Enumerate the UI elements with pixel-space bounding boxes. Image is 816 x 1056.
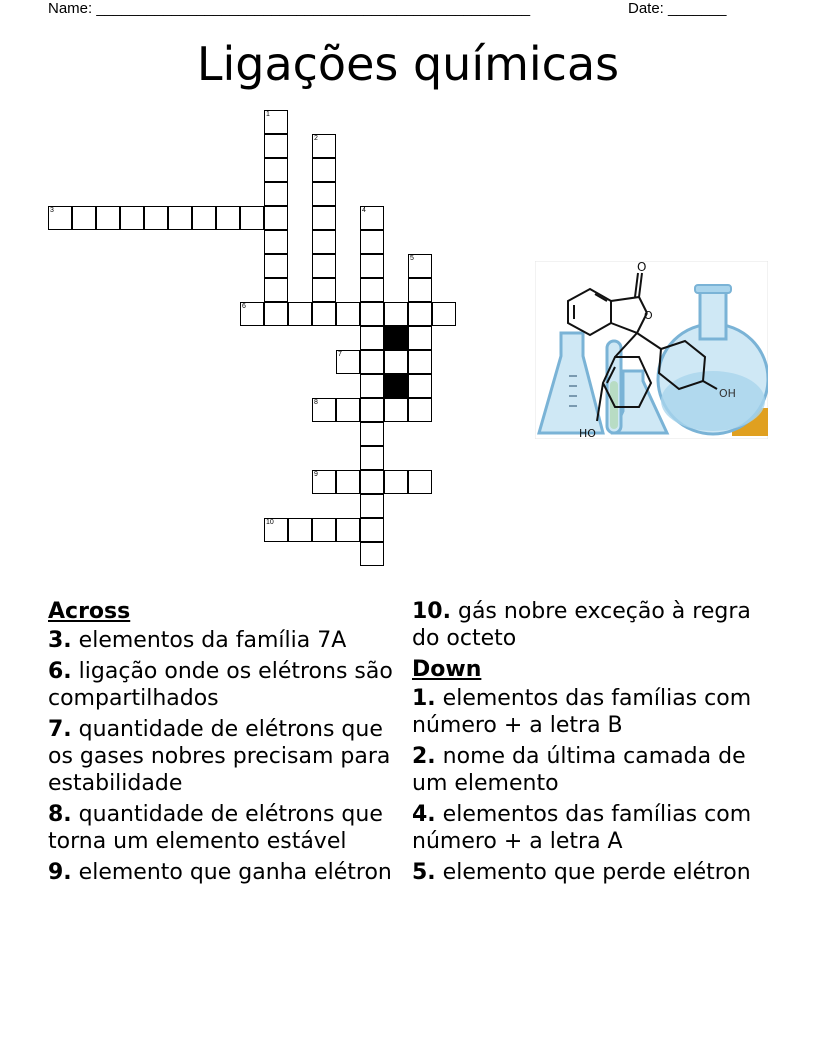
crossword-cell[interactable] (264, 302, 288, 326)
date-field[interactable]: Date: _______ (628, 0, 727, 17)
clue-text: elementos da família 7A (78, 628, 347, 653)
crossword-cell[interactable] (336, 398, 360, 422)
clue-text: elementos das famílias com número + a letra B (412, 686, 752, 738)
crossword-cell[interactable] (312, 206, 336, 230)
crossword-cell[interactable] (408, 278, 432, 302)
clues-left-column (48, 598, 410, 890)
clue-number-label: 2 (314, 135, 318, 142)
clue-number-label: 1 (266, 111, 270, 118)
crossword-cell[interactable] (312, 134, 336, 158)
clue-number: 7. (48, 717, 72, 742)
crossword-cell[interactable] (360, 446, 384, 470)
clue-number-label: 6 (242, 303, 246, 310)
clue-down-5 (412, 859, 752, 886)
crossword-cell[interactable] (312, 158, 336, 182)
clue-number-label: 10 (266, 519, 274, 526)
crossword-cell[interactable] (408, 302, 432, 326)
crossword-cell[interactable] (336, 518, 360, 542)
crossword-cell[interactable] (384, 398, 408, 422)
crossword-cell[interactable] (360, 278, 384, 302)
across-heading: Across (48, 599, 131, 624)
crossword-cell[interactable] (312, 230, 336, 254)
crossword-cell[interactable] (264, 518, 288, 542)
crossword-cell[interactable] (408, 470, 432, 494)
crossword-cell[interactable] (360, 302, 384, 326)
clue-down-2 (412, 743, 752, 797)
crossword-cell[interactable] (360, 398, 384, 422)
crossword-cell[interactable] (264, 134, 288, 158)
clue-text: nome da última camada de um elemento (412, 744, 746, 796)
crossword-cell[interactable] (384, 302, 408, 326)
name-field[interactable]: Name: ____________________________________________________ (48, 0, 531, 17)
crossword-block-cell (384, 374, 408, 398)
crossword-cell[interactable] (288, 518, 312, 542)
chemistry-lab-illustration (535, 261, 768, 439)
crossword-cell[interactable] (264, 110, 288, 134)
crossword-cell[interactable] (360, 470, 384, 494)
clue-number-label: 4 (362, 207, 366, 214)
clues-right-column (412, 598, 752, 890)
crossword-cell[interactable] (120, 206, 144, 230)
clue-number: 10. (412, 599, 451, 624)
crossword-cell[interactable] (240, 206, 264, 230)
clue-number: 4. (412, 802, 436, 827)
molecule-label-oh: OH (719, 387, 736, 400)
crossword-cell[interactable] (432, 302, 456, 326)
crossword-cell[interactable] (216, 206, 240, 230)
crossword-cell[interactable] (360, 374, 384, 398)
molecule-label-ring-o: O (644, 309, 653, 322)
clue-across-8 (48, 801, 410, 855)
clue-down-4 (412, 801, 752, 855)
page-title: Ligações químicas (196, 37, 620, 91)
clue-number: 5. (412, 860, 436, 885)
clue-text: elemento que perde elétron (442, 860, 751, 885)
clue-number-label: 8 (314, 399, 318, 406)
crossword-cell[interactable] (360, 350, 384, 374)
clue-number: 1. (412, 686, 436, 711)
crossword-cell[interactable] (408, 254, 432, 278)
crossword-cell[interactable] (312, 278, 336, 302)
clue-number-label: 9 (314, 471, 318, 478)
molecule-label-top-o: O (637, 261, 647, 274)
crossword-cell[interactable] (360, 518, 384, 542)
crossword-cell[interactable] (168, 206, 192, 230)
clue-across-3 (48, 627, 410, 654)
crossword-cell[interactable] (312, 470, 336, 494)
crossword-cell[interactable] (312, 302, 336, 326)
crossword-cell[interactable] (360, 206, 384, 230)
clue-down-1 (412, 685, 752, 739)
crossword-cell[interactable] (312, 518, 336, 542)
clue-number-label: 5 (410, 255, 414, 262)
crossword-cell[interactable] (360, 254, 384, 278)
crossword-cell[interactable] (384, 470, 408, 494)
down-heading: Down (412, 657, 482, 682)
crossword-cell[interactable] (336, 350, 360, 374)
crossword-cell[interactable] (312, 182, 336, 206)
crossword-cell[interactable] (360, 326, 384, 350)
crossword-cell[interactable] (360, 542, 384, 566)
clue-text: gás nobre exceção à regra do octeto (412, 599, 751, 651)
crossword-cell[interactable] (240, 302, 264, 326)
crossword-cell[interactable] (336, 302, 360, 326)
crossword-cell[interactable] (408, 350, 432, 374)
crossword-cell[interactable] (264, 254, 288, 278)
clue-number: 2. (412, 744, 436, 769)
crossword-cell[interactable] (192, 206, 216, 230)
crossword-cell[interactable] (312, 254, 336, 278)
crossword-cell[interactable] (408, 398, 432, 422)
crossword-cell[interactable] (312, 398, 336, 422)
crossword-cell[interactable] (336, 470, 360, 494)
crossword-cell[interactable] (48, 206, 72, 230)
clue-across-6 (48, 658, 410, 712)
crossword-cell[interactable] (72, 206, 96, 230)
crossword-cell[interactable] (408, 326, 432, 350)
clue-text: elementos das famílias com número + a letra A (412, 802, 752, 854)
clue-text: ligação onde os elétrons são compartilhados (48, 659, 393, 711)
crossword-block-cell (384, 326, 408, 350)
clue-number-label: 7 (338, 351, 342, 358)
clue-number: 3. (48, 628, 72, 653)
clue-number: 8. (48, 802, 72, 827)
crossword-cell[interactable] (264, 278, 288, 302)
crossword-cell[interactable] (360, 230, 384, 254)
clue-text: elemento que ganha elétron (78, 860, 392, 885)
crossword-cell[interactable] (360, 494, 384, 518)
clue-text: quantidade de elétrons que os gases nobres precisam para estabilidade (48, 717, 391, 796)
crossword-cell[interactable] (384, 350, 408, 374)
crossword-cell[interactable] (408, 374, 432, 398)
clue-across-9 (48, 859, 410, 886)
crossword-cell[interactable] (264, 158, 288, 182)
clue-text: quantidade de elétrons que torna um elemento estável (48, 802, 383, 854)
clue-number: 9. (48, 860, 72, 885)
clue-across-10 (412, 598, 752, 652)
crossword-cell[interactable] (264, 206, 288, 230)
crossword-cell[interactable] (360, 422, 384, 446)
crossword-cell[interactable] (264, 182, 288, 206)
crossword-cell[interactable] (96, 206, 120, 230)
crossword-cell[interactable] (264, 230, 288, 254)
clue-across-7 (48, 716, 410, 797)
clue-number-label: 3 (50, 207, 54, 214)
clue-number: 6. (48, 659, 72, 684)
molecule-label-ho: HO (579, 427, 596, 439)
crossword-cell[interactable] (288, 302, 312, 326)
crossword-cell[interactable] (144, 206, 168, 230)
